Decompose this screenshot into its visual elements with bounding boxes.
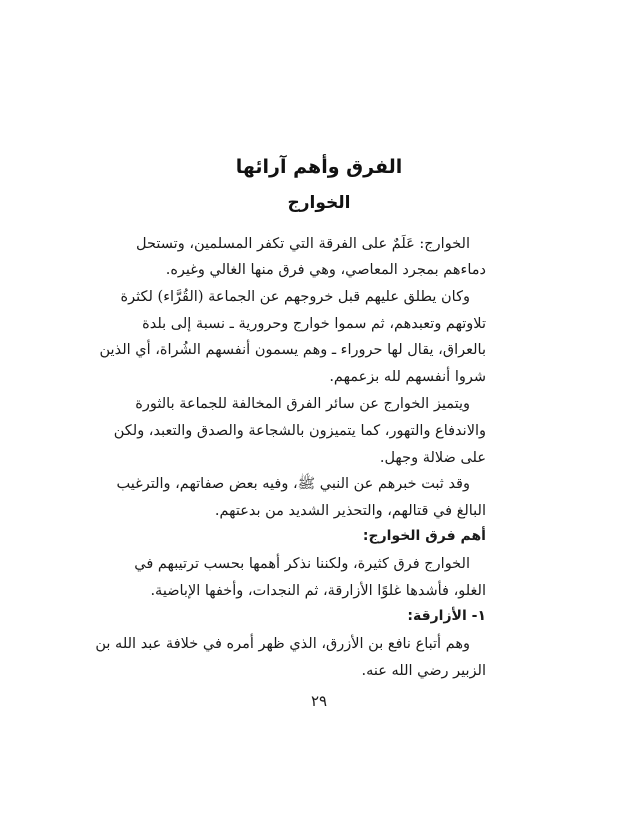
paragraph-line: وكان يطلق عليهم قبل خروجهم عن الجماعة (القُرَّاء) لكثرة — [120, 289, 470, 305]
section-title: الخوارج — [287, 193, 351, 213]
paragraph-line: وهم أتباع نافع بن الأزرق، الذي ظهر أمره في خلافة عبد الله بن — [95, 636, 470, 652]
paragraph-line: على ضلالة وجهل. — [379, 450, 486, 466]
paragraph-line: بالعراق، يقال لها حروراء ـ وهم يسمون أنفسهم الشُراة، أي الذين — [99, 342, 486, 358]
paragraph-line: ويتميز الخوارج عن سائر الفرق المخالفة للجماعة بالثورة — [135, 396, 470, 412]
paragraph-line: الخوارج فرق كثيرة، ولكننا نذكر أهمها بحسب ترتيبهم في — [134, 556, 470, 572]
paragraph-line: الخوارج: عَلَمٌ على الفرقة التي تكفر المسلمين، وتستحل — [136, 236, 470, 252]
paragraph-line: الزبير رضي الله عنه. — [361, 663, 486, 679]
paragraph-line: تلاوتهم وتعبدهم، ثم سموا خوارج وحرورية ـ نسبة إلى بلدة — [142, 316, 486, 332]
chapter-title: الفرق وأهم آرائها — [235, 156, 403, 178]
paragraph-line: والاندفاع والتهور، كما يتميزون بالشجاعة والصدق والتعبد، ولكن — [113, 423, 486, 439]
paragraph-line: دماءهم بمجرد المعاصي، وهي فرق منها الغالي وغيره. — [165, 262, 486, 278]
subsection-heading: أهم فرق الخوارج: — [362, 528, 486, 544]
paragraph-line: البالغ في قتالهم، والتحذير الشديد من بدعتهم. — [214, 503, 486, 519]
paragraph-line: وقد ثبت خبرهم عن النبي ﷺ، وفيه بعض صفاتهم، والترغيب — [116, 476, 470, 492]
numbered-heading: ١- الأزارقة: — [407, 608, 486, 624]
page-number: ٢٩ — [310, 692, 328, 710]
paragraph-line: شروا أنفسهم لله بزعمهم. — [329, 369, 486, 385]
paragraph-line: الغلو، فأشدها غلوًا الأزارقة، ثم النجدات، وأخفها الإباضية. — [150, 583, 486, 599]
